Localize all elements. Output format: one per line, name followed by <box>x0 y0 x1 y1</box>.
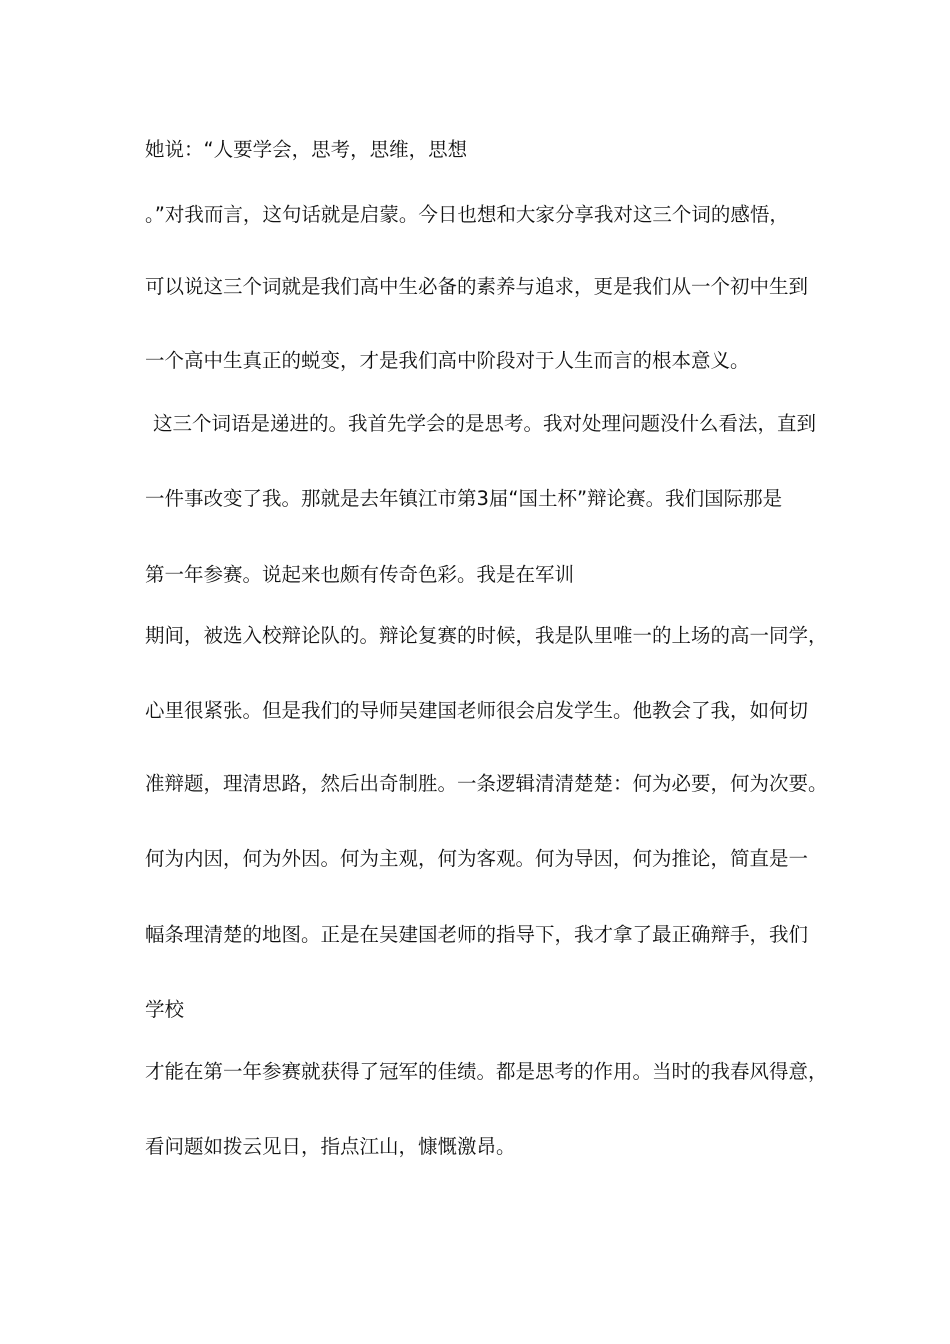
text-line: 一件事改变了我。那就是去年镇江市第3届“国土杯”辩论赛。我们国际那是 <box>145 487 783 510</box>
text-line: 她说：“人要学会，思考，思维，思想 <box>145 138 468 161</box>
text-line: 。”对我而言，这句话就是启蒙。今日也想和大家分享我对这三个词的感悟， <box>145 203 789 226</box>
text-line: 一个高中生真正的蜕变，才是我们高中阶段对于人生而言的根本意义。 <box>145 349 750 372</box>
text-line: 这三个词语是递进的。我首先学会的是思考。我对处理问题没什么看法，直到 <box>153 412 817 435</box>
text-line: 何为内因，何为外因。何为主观，何为客观。何为导因，何为推论，简直是一 <box>145 847 809 870</box>
text-line: 学校 <box>145 998 185 1021</box>
text-line: 准辩题，理清思路，然后出奇制胜。一条逻辑清清楚楚：何为必要，何为次要。 <box>145 772 828 795</box>
text-line: 看问题如拨云见日，指点江山，慷慨激昂。 <box>145 1135 516 1158</box>
text-line: 幅条理清楚的地图。正是在吴建国老师的指导下，我才拿了最正确辩手，我们 <box>145 923 809 946</box>
text-line: 心里很紧张。但是我们的导师吴建国老师很会启发学生。他教会了我，如何切 <box>145 699 809 722</box>
text-line: 才能在第一年参赛就获得了冠军的佳绩。都是思考的作用。当时的我春风得意， <box>145 1060 828 1083</box>
text-line: 第一年参赛。说起来也颇有传奇色彩。我是在军训 <box>145 563 575 586</box>
text-line: 可以说这三个词就是我们高中生必备的素养与追求，更是我们从一个初中生到 <box>145 275 809 298</box>
text-line: 期间，被选入校辩论队的。辩论复赛的时候，我是队里唯一的上场的高一同学， <box>145 624 828 647</box>
